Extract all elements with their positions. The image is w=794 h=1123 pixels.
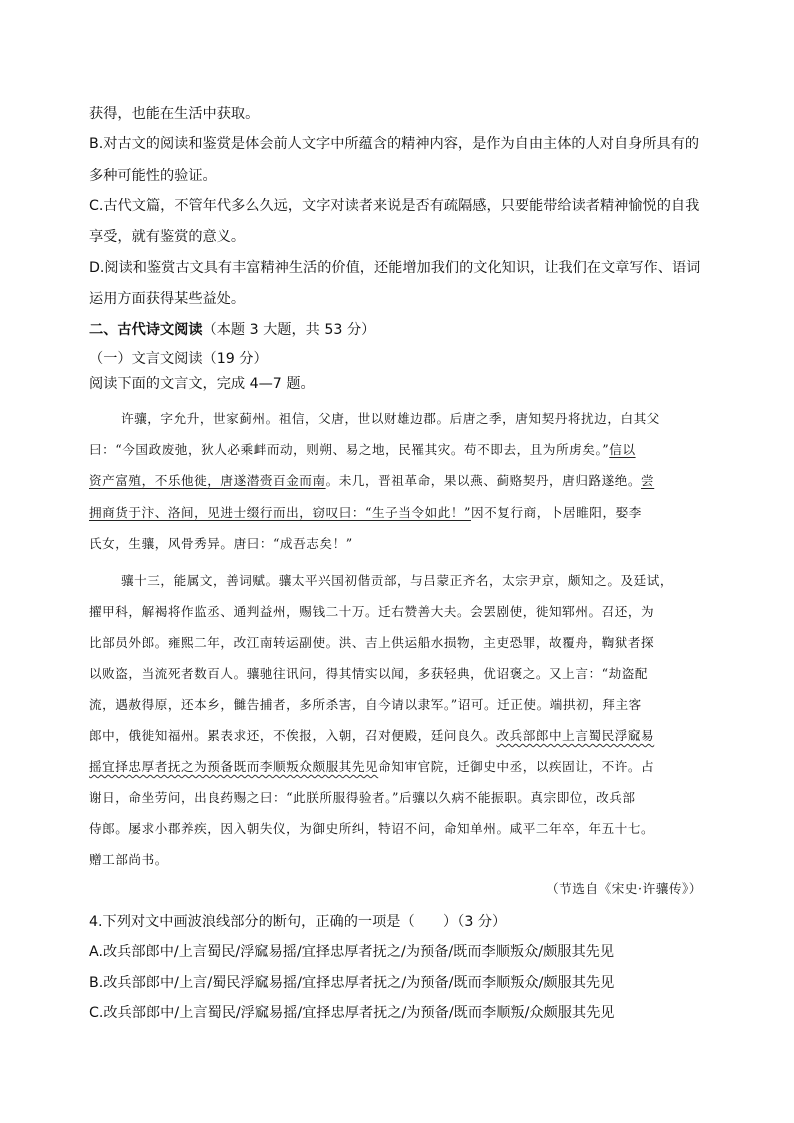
passage-text: 命知审官院，迁御史中丞，以疾固让，不许。占 [378, 759, 655, 774]
source-citation: （节选自《宋史·许骧传》） [546, 881, 702, 896]
wavy-underlined-text: 摇宜择忠厚者抚之为预备既而李顺叛众颇服其先见 [89, 759, 379, 774]
passage-text: 。未几，晋祖革命，果以燕、蓟赂契丹，唐归路遂绝。 [325, 473, 642, 488]
question-option-b: B.改兵部郎中/上言/蜀民浮窳易摇/宜择忠厚者抚之/为预备/既而李顺叛众/颇服其先见 [89, 975, 615, 991]
passage-line: 赠工部尚书。 [89, 852, 168, 867]
passage-text: 因不复行商，卜居睢阳，娶李 [471, 505, 642, 520]
passage-text: 曰：“今国政废弛，狄人必乘衅而动，则朔、易之地，民罹其灾。苟不即去，且为所虏矣。” [89, 442, 610, 457]
passage-line: 氏女，生骧，风骨秀异。唐曰：“成吾志矣！” [89, 536, 353, 551]
section-heading-title: 二、古代诗文阅读 [89, 322, 203, 338]
passage-line: 比部员外郎。雍熙二年，改江南转运副使。洪、吉上供运船水损物，主吏恐罪，故覆舟，鞫狱者探 [89, 635, 655, 650]
wavy-underlined-text: 改兵部郎中上言蜀民浮窳易 [496, 728, 655, 743]
option-d-line-2: 运用方面获得某些益处。 [89, 291, 246, 307]
passage-line [89, 757, 654, 777]
underlined-sentence: 信以 [609, 442, 636, 457]
passage-line: 许骧，字允升，世家蓟州。祖信，父唐，世以财雄边郡。后唐之季，唐知契丹将扰边，白其父 [121, 411, 660, 426]
passage-text: 郎中，俄徙知福州。累表求还，不俟报，入朝，召对便殿，廷问良久。 [89, 728, 497, 743]
passage-line: 以败盗，当流死者数百人。骧驰往讯问，得其情实以闻，多获轻典，优诏褒之。又上言：“劫盗配 [89, 666, 649, 681]
passage-line [89, 503, 642, 523]
subsection-heading: （一）文言文阅读（19 分） [89, 351, 268, 367]
passage-line: 谢日，命坐劳问，出良药赐之曰：“此朕所服得验者。”后骧以久病不能振职。真宗即位，改兵部 [89, 790, 636, 805]
underlined-sentence: 尝 [641, 473, 655, 488]
option-b-line-2: 多种可能性的验证。 [89, 168, 217, 184]
instruction: 阅读下面的文言文，完成 4—7 题。 [89, 376, 315, 392]
section-heading-note: （本题 3 大题，共 53 分） [202, 322, 376, 338]
question-option-a: A.改兵部郎中/上言蜀民/浮窳易摇/宜择忠厚者抚之/为预备/既而李顺叛众/颇服其先见 [89, 944, 615, 960]
section-heading [89, 320, 375, 340]
option-b-line-1: B.对古文的阅读和鉴赏是体会前人文字中所蕴含的精神内容，是作为自由主体的人对自身所具有的 [89, 136, 700, 152]
question-stem: 4.下列对文中画波浪线部分的断句，正确的一项是（ ）（3 分） [89, 914, 507, 930]
passage-line: 流，遇赦得原，还本乡，雠告捕者，多所杀害，自今请以隶军。”诏可。迁正使。端拱初，拜主客 [89, 697, 642, 712]
passage-line: 擢甲科，解褐将作监丞、通判益州，赐钱二十万。迁右赞善大夫。会罢剧使，徙知郓州。召还，为 [89, 604, 655, 619]
passage-line [89, 471, 654, 491]
option-c-line-1: C.古代文篇，不管年代多么久远，文字对读者来说是否有疏隔感，只要能带给读者精神愉悦的自我 [89, 198, 700, 214]
passage-line: 骧十三，能属文，善词赋。骧太平兴国初偕贡部，与吕蒙正齐名，太宗尹京，颇知之。及廷试， [121, 573, 674, 588]
passage-line [89, 440, 636, 460]
text-line: 获得，也能在生活中获取。 [89, 106, 260, 122]
underlined-sentence: 拥商货于汴、洛间，见进士缀行而出，窃叹曰：“生子当令如此！” [89, 505, 472, 520]
question-option-c: C.改兵部郎中/上言蜀民/浮窳易摇/宜择忠厚者抚之/为预备/既而李顺叛/众颇服其先见 [89, 1005, 615, 1021]
passage-line: 侍郎。屡求小郡养疾，因入朝失仪，为御史所纠，特诏不问，命知单州。咸平二年卒，年五十七。 [89, 821, 655, 836]
underlined-sentence: 资产富殖，不乐他徙，唐遂潜赍百金而南 [89, 473, 326, 488]
option-d-line-1: D.阅读和鉴赏古文具有丰富精神生活的价值，还能增加我们的文化知识，让我们在文章写作、语词 [89, 260, 701, 276]
passage-line [89, 726, 654, 746]
option-c-line-2: 享受，就有鉴赏的意义。 [89, 229, 246, 245]
